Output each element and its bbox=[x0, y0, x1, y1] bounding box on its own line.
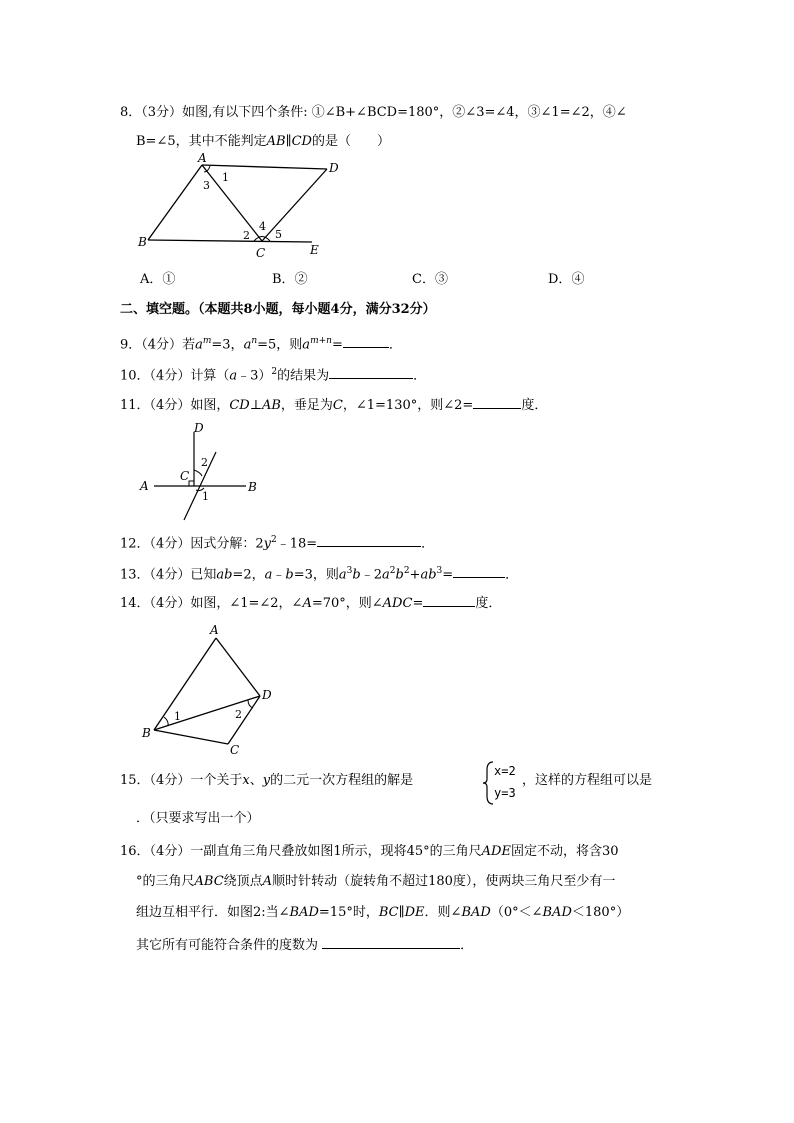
q14-label-A: A bbox=[210, 623, 219, 637]
q10-answer-blank[interactable] bbox=[329, 366, 413, 379]
q11-angle-2: 2 bbox=[201, 456, 208, 469]
q8-option-c[interactable]: C．③ bbox=[412, 272, 448, 287]
q9-answer-blank[interactable] bbox=[343, 335, 389, 348]
q16-line4: 其它所有可能符合条件的度数为 ． bbox=[136, 938, 474, 953]
q11: 11．（4分）如图，CD⊥AB，垂足为C，∠1=130°，则∠2= 度． bbox=[120, 398, 548, 413]
q14-label-D: D bbox=[262, 688, 272, 702]
q8-line1 bbox=[120, 105, 627, 121]
q11-label-D: D bbox=[194, 421, 204, 435]
q13-answer-blank[interactable] bbox=[453, 565, 505, 578]
q8-label-C: C bbox=[256, 246, 266, 260]
q8-line2: B=∠5，其中不能判定AB∥CD的是（ ） bbox=[136, 134, 390, 149]
q8-number: 8． bbox=[120, 105, 142, 120]
q14-seg-AD bbox=[216, 638, 260, 696]
q8-option-b[interactable]: B．② bbox=[272, 272, 308, 287]
section-2-title: 二、填空题。（本题共8小题，每小题4分，满分32分） bbox=[120, 302, 436, 317]
q11-right-angle-mark bbox=[189, 481, 194, 486]
q15-line2: ．（只要求写出一个） bbox=[136, 811, 260, 826]
q8-seg-AD bbox=[202, 165, 327, 169]
q14-angle-1: 1 bbox=[174, 710, 181, 723]
q11-label-B: B bbox=[248, 480, 257, 494]
q11-arc-2 bbox=[194, 470, 202, 476]
q11-label-C: C bbox=[180, 469, 190, 483]
q11-angle-1: 1 bbox=[202, 490, 209, 503]
q12: 12．（4分）因式分解：$2y^2﹣18=$ ． bbox=[120, 535, 435, 552]
q8-label-D: D bbox=[329, 161, 339, 175]
q14: 14．（4分）如图，∠1=∠2，∠A=70°，则∠ADC= 度． bbox=[120, 596, 502, 611]
q8-angle-5: 5 bbox=[275, 228, 282, 241]
q14-label-B: B bbox=[142, 726, 151, 740]
q8-angle-3: 3 bbox=[203, 179, 210, 192]
q14-angle-2: 2 bbox=[235, 708, 242, 721]
q8-stem: 如图,有以下四个条件: ①∠B+∠BCD=180°，②∠3=∠4，③∠1=∠2，④∠ bbox=[182, 105, 627, 120]
q8-angle-2: 2 bbox=[243, 229, 250, 242]
q8-seg-CD bbox=[262, 169, 327, 241]
q15-eq-x: x=2 bbox=[494, 764, 516, 778]
q9: 9．（4分）若$a^m=3$，$a^n=5$，则$a^{m+n}=$ ． bbox=[120, 336, 402, 353]
q8-seg-BE bbox=[148, 240, 312, 242]
q14-seg-CD bbox=[228, 696, 260, 744]
q11-answer-blank[interactable] bbox=[473, 396, 521, 409]
q8-angle-1: 1 bbox=[222, 171, 229, 184]
q14-figure bbox=[136, 620, 286, 760]
q16-line3: 组边互相平行．如图2:当∠BAD=15°时，BC∥DE．则∠BAD（0°＜∠BAD＜180°） bbox=[136, 905, 630, 920]
q11-figure bbox=[138, 418, 268, 523]
q8-angle-4: 4 bbox=[259, 220, 266, 233]
q8-label-A: A bbox=[198, 151, 207, 165]
q11-label-A: A bbox=[140, 479, 149, 493]
q13: 13．（4分）已知ab=2，a﹣b=3，则$a^3b﹣2a^2b^2+ab^3=$ ． bbox=[120, 566, 519, 583]
q12-answer-blank[interactable] bbox=[317, 534, 421, 547]
q8-figure bbox=[132, 150, 339, 265]
q16-answer-blank[interactable] bbox=[322, 936, 460, 949]
q14-arc-1 bbox=[164, 717, 168, 726]
q10: 10．（4分）计算（a﹣3）$^2$的结果为 ． bbox=[120, 367, 427, 384]
q14-label-C: C bbox=[230, 743, 240, 757]
q8-label-E: E bbox=[310, 243, 319, 257]
q14-answer-blank[interactable] bbox=[423, 594, 475, 607]
q8-option-d[interactable]: D．④ bbox=[548, 272, 585, 287]
q15-line1: 15．（4分）一个关于x、y的二元一次方程组的解是 bbox=[120, 773, 414, 788]
q8-seg-AB bbox=[148, 165, 202, 240]
q8-option-a[interactable]: A．① bbox=[140, 272, 176, 287]
q14-seg-BD bbox=[154, 696, 260, 730]
q8-label-B: B bbox=[138, 235, 147, 249]
q8-seg-AC bbox=[202, 165, 262, 241]
q16-line2: °的三角尺ABC绕顶点A顺时针转动（旋转角不超过180度），使两块三角尺至少有一 bbox=[136, 874, 616, 889]
q14-seg-AB bbox=[154, 638, 216, 730]
q14-seg-BC bbox=[154, 730, 228, 744]
q15-eq-y: y=3 bbox=[494, 786, 516, 800]
q15-line1-tail: ，这样的方程组可以是 bbox=[522, 773, 653, 788]
q8-score: （3分） bbox=[141, 105, 183, 120]
q16-line1: 16．（4分）一副直角三角尺叠放如图1所示，现将45°的三角尺ADE固定不动，将含30 bbox=[120, 844, 619, 859]
